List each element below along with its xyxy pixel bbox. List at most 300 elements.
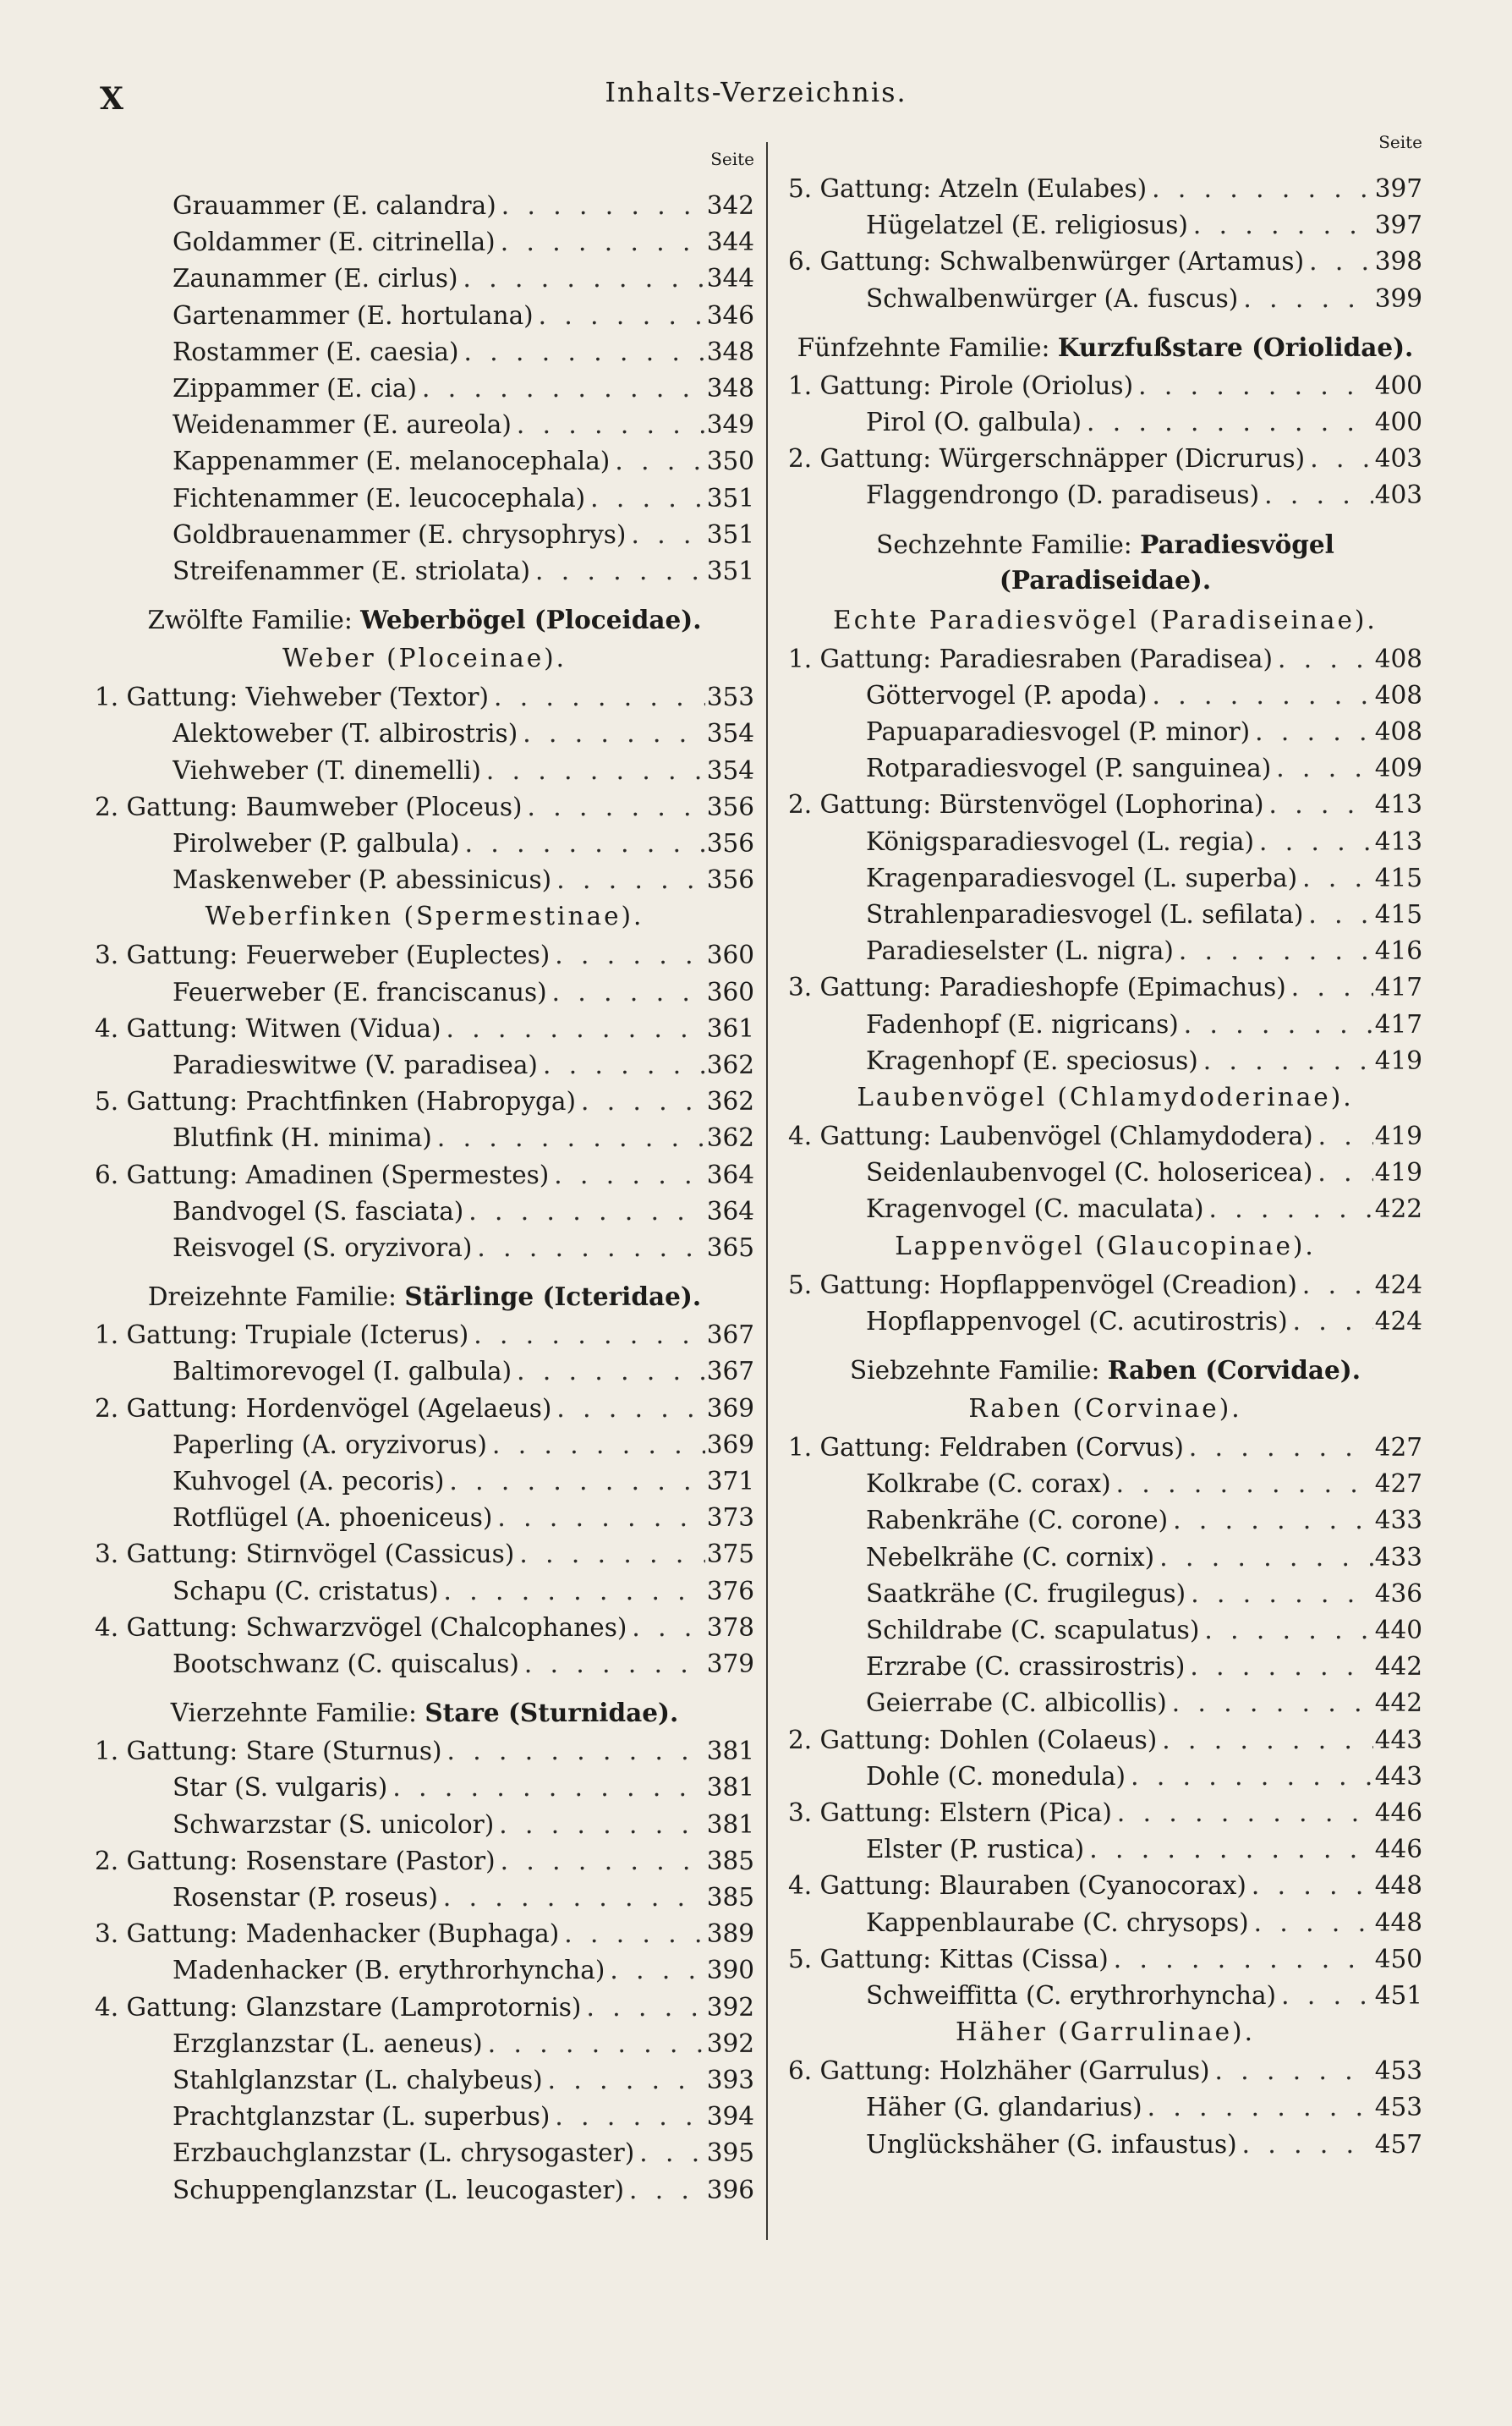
page-reference: 346 bbox=[706, 300, 754, 330]
toc-species-entry bbox=[788, 1576, 1422, 1612]
entry-title: Weidenammer (E. aureola) bbox=[173, 410, 512, 440]
page-reference: 350 bbox=[706, 447, 754, 476]
leader-dots bbox=[494, 1807, 705, 1843]
entry-title: Blutfink (H. minima) bbox=[173, 1123, 432, 1153]
entry-title: Kappenammer (E. melanocephala) bbox=[173, 447, 611, 476]
family-label: Dreizehnte Familie: bbox=[147, 1282, 405, 1312]
page-reference: 448 bbox=[1374, 1907, 1422, 1937]
toc-genus-entry bbox=[788, 1722, 1422, 1759]
page-reference: 422 bbox=[1374, 1194, 1422, 1224]
subfamily-heading: Weberfinken (Spermestinae). bbox=[205, 902, 644, 931]
toc-species-entry bbox=[95, 443, 754, 480]
toc-species-entry bbox=[95, 2135, 754, 2171]
family-name: Stare bbox=[425, 1698, 500, 1728]
entry-title: Häher (G. glandarius) bbox=[866, 2093, 1142, 2122]
toc-species-entry bbox=[95, 826, 754, 862]
page-reference: 381 bbox=[706, 1773, 754, 1803]
toc-genus-entry bbox=[788, 1795, 1422, 1831]
entry-title: Paradieselster (L. nigra) bbox=[866, 936, 1174, 966]
page-reference: 356 bbox=[706, 865, 754, 895]
family-latin-line bbox=[788, 562, 1422, 599]
page-reference: 419 bbox=[1374, 1122, 1422, 1150]
page-reference: 400 bbox=[1374, 370, 1422, 400]
page-reference: 356 bbox=[706, 792, 754, 821]
entry-title: 3. Gattung: Madenhacker (Buphaga) bbox=[95, 1919, 560, 1949]
family-name: Kurzfußstare bbox=[1057, 332, 1243, 362]
toc-species-entry bbox=[788, 1685, 1422, 1721]
page-reference: 453 bbox=[1374, 2056, 1422, 2086]
page-reference: 446 bbox=[1374, 1798, 1422, 1827]
toc-genus-entry bbox=[788, 1267, 1422, 1304]
page-reference: 348 bbox=[706, 337, 754, 366]
page-reference: 393 bbox=[706, 2066, 754, 2094]
toc-species-entry bbox=[788, 1191, 1422, 1227]
page-reference: 395 bbox=[706, 2138, 754, 2168]
entry-title: 3. Gattung: Feuerweber (Euplectes) bbox=[95, 941, 551, 970]
entry-title: Baltimorevogel (I. galbula) bbox=[173, 1357, 512, 1386]
entry-title: Rosenstar (P. roseus) bbox=[173, 1883, 438, 1912]
page-reference: 403 bbox=[1374, 480, 1422, 510]
leader-dots bbox=[492, 1500, 705, 1536]
leader-dots bbox=[1186, 1576, 1373, 1612]
page-reference: 415 bbox=[1374, 863, 1422, 892]
page-reference: 373 bbox=[706, 1503, 754, 1533]
toc-genus-entry bbox=[95, 1733, 754, 1770]
leader-dots bbox=[1167, 1685, 1373, 1721]
leader-dots bbox=[1084, 1831, 1373, 1868]
page-reference: 362 bbox=[706, 1051, 754, 1079]
leader-dots bbox=[1297, 860, 1373, 897]
entry-title: Kragenparadiesvogel (L. superba) bbox=[866, 863, 1298, 892]
entry-title: Erzbauchglanzstar (L. chrysogaster) bbox=[173, 2138, 635, 2168]
toc-species-entry bbox=[788, 207, 1422, 244]
toc-species-entry bbox=[95, 1427, 754, 1463]
leader-dots bbox=[1304, 244, 1373, 280]
entry-title: Kragenhopf (E. speciosus) bbox=[866, 1046, 1198, 1075]
toc-genus-entry bbox=[788, 171, 1422, 207]
entry-title: 3. Gattung: Stirnvögel (Cassicus) bbox=[95, 1540, 515, 1569]
entry-title: Maskenweber (P. abessinicus) bbox=[173, 865, 552, 895]
toc-species-entry bbox=[95, 2026, 754, 2062]
entry-title: Viehweber (T. dinemelli) bbox=[173, 755, 481, 785]
entry-title: 4. Gattung: Schwarzvögel (Chalcophanes) bbox=[95, 1612, 627, 1642]
subfamily-heading: Raben (Corvinae). bbox=[968, 1394, 1242, 1423]
leader-dots bbox=[481, 753, 705, 789]
page-reference: 342 bbox=[706, 191, 754, 220]
family-heading bbox=[788, 526, 1422, 563]
page-reference: 351 bbox=[706, 483, 754, 513]
toc-species-entry bbox=[95, 224, 754, 261]
page-reference: 408 bbox=[1374, 644, 1422, 673]
leader-dots bbox=[432, 1120, 705, 1156]
page-reference: 367 bbox=[706, 1357, 754, 1386]
family-name: Raben bbox=[1107, 1355, 1197, 1385]
leader-dots bbox=[1313, 1118, 1373, 1155]
page-reference: 433 bbox=[1374, 1506, 1422, 1535]
leader-dots bbox=[559, 1916, 705, 1952]
page-reference: 354 bbox=[706, 719, 754, 749]
entry-title: 5. Gattung: Kittas (Cissa) bbox=[788, 1944, 1109, 1973]
page-reference: 353 bbox=[706, 683, 754, 712]
page-reference: 413 bbox=[1374, 826, 1422, 856]
leader-dots bbox=[1133, 368, 1373, 404]
entry-title: 1. Gattung: Feldraben (Corvus) bbox=[788, 1433, 1184, 1462]
toc-species-entry bbox=[95, 1194, 754, 1230]
entry-title: Bootschwanz (C. quiscalus) bbox=[173, 1649, 519, 1678]
page-reference: 417 bbox=[1374, 973, 1422, 1002]
leader-dots bbox=[581, 1990, 705, 2026]
subfamily-heading: Lappenvögel (Glaucopinae). bbox=[895, 1231, 1316, 1260]
entry-title: Schwarzstar (S. unicolor) bbox=[173, 1809, 495, 1839]
entry-title: 3. Gattung: Elstern (Pica) bbox=[788, 1798, 1112, 1827]
entry-title: Alektoweber (T. albirostris) bbox=[173, 719, 518, 749]
toc-species-entry bbox=[95, 974, 754, 1011]
leader-dots bbox=[439, 1573, 705, 1610]
entry-title: Schwalbenwürger (A. fuscus) bbox=[866, 283, 1239, 313]
entry-title: 4. Gattung: Laubenvögel (Chlamydodera) bbox=[788, 1122, 1313, 1150]
toc-species-entry bbox=[95, 298, 754, 334]
toc-species-entry bbox=[788, 404, 1422, 441]
entry-title: Königsparadiesvogel (L. regia) bbox=[866, 826, 1254, 856]
leader-dots bbox=[1154, 1540, 1373, 1576]
toc-species-entry bbox=[788, 1304, 1422, 1340]
page-reference: 400 bbox=[1374, 408, 1422, 436]
toc-species-entry bbox=[788, 860, 1422, 897]
entry-title: Rostammer (E. caesia) bbox=[173, 337, 459, 366]
entry-title: Seidenlaubenvogel (C. holosericea) bbox=[866, 1158, 1313, 1188]
subfamily-heading: Weber (Ploceinae). bbox=[282, 644, 567, 673]
entry-title: 5. Gattung: Hopflappenvögel (Creadion) bbox=[788, 1270, 1297, 1299]
family-name: Paradiesvögel bbox=[1140, 529, 1334, 559]
toc-species-entry bbox=[788, 1007, 1422, 1043]
toc-species-entry bbox=[95, 1880, 754, 1916]
leader-dots bbox=[442, 1733, 706, 1770]
page-reference: 356 bbox=[706, 829, 754, 858]
page-reference: 440 bbox=[1374, 1616, 1422, 1644]
toc-genus-entry bbox=[95, 1157, 754, 1194]
entry-title: Kragenvogel (C. maculata) bbox=[866, 1194, 1204, 1224]
toc-species-entry bbox=[95, 2062, 754, 2099]
entry-title: Feuerweber (E. franciscanus) bbox=[173, 977, 547, 1007]
entry-title: 2. Gattung: Würgerschnäpper (Dicrurus) bbox=[788, 444, 1306, 474]
page-reference: 348 bbox=[706, 374, 754, 403]
leader-dots bbox=[1109, 1941, 1373, 1978]
page-reference: 403 bbox=[1374, 444, 1422, 474]
toc-species-entry bbox=[95, 370, 754, 407]
leader-dots bbox=[1237, 2127, 1373, 2163]
leader-dots bbox=[496, 224, 705, 261]
page-reference: 396 bbox=[706, 2175, 754, 2204]
entry-title: 3. Gattung: Paradieshopfe (Epimachus) bbox=[788, 973, 1286, 1002]
leader-dots bbox=[610, 443, 705, 480]
leader-dots bbox=[1210, 2053, 1373, 2089]
entry-title: Stahlglanzstar (L. chalybeus) bbox=[173, 2066, 543, 2094]
toc-species-entry bbox=[95, 753, 754, 789]
entry-title: Dohle (C. monedula) bbox=[866, 1761, 1126, 1791]
leader-dots bbox=[1305, 441, 1373, 477]
page-reference: 375 bbox=[706, 1540, 754, 1569]
entry-title: Rotparadiesvogel (P. sanguinea) bbox=[866, 754, 1272, 783]
leader-dots bbox=[1157, 1722, 1373, 1759]
page-reference: 436 bbox=[1374, 1578, 1422, 1608]
toc-species-entry bbox=[95, 407, 754, 443]
leader-dots bbox=[438, 1880, 705, 1916]
family-label: Fünfzehnte Familie: bbox=[797, 332, 1058, 362]
page-reference: 453 bbox=[1374, 2093, 1422, 2122]
leader-dots bbox=[1303, 897, 1373, 933]
family-heading bbox=[95, 601, 754, 639]
entry-title: Hopflappenvogel (C. acutirostris) bbox=[866, 1306, 1288, 1336]
entry-title: Goldbrauenammer (E. chrysophrys) bbox=[173, 519, 627, 549]
toc-species-entry bbox=[788, 933, 1422, 969]
leader-dots bbox=[634, 2135, 705, 2171]
toc-genus-entry bbox=[95, 1011, 754, 1047]
toc-species-entry bbox=[788, 281, 1422, 317]
entry-title: Goldammer (E. citrinella) bbox=[173, 228, 496, 257]
entry-title: 4. Gattung: Glanzstare (Lamprotornis) bbox=[95, 1992, 582, 2022]
toc-species-entry bbox=[95, 2172, 754, 2209]
entry-title: Zippammer (E. cia) bbox=[173, 374, 418, 403]
page-reference: 398 bbox=[1374, 247, 1422, 277]
subfamily-heading: Häher (Garrulinae). bbox=[956, 2017, 1255, 2047]
toc-species-entry bbox=[95, 1047, 754, 1084]
toc-species-entry bbox=[95, 553, 754, 590]
page-number: X bbox=[100, 81, 123, 117]
toc-species-entry bbox=[95, 480, 754, 517]
leader-dots bbox=[549, 1157, 705, 1194]
entry-title: Prachtglanzstar (L. superbus) bbox=[173, 2102, 551, 2132]
toc-species-entry bbox=[788, 678, 1422, 714]
toc-species-entry bbox=[95, 1463, 754, 1500]
entry-title: Paperling (A. oryzivorus) bbox=[173, 1430, 487, 1459]
family-latin: (Icteridae). bbox=[534, 1282, 702, 1312]
entry-title: 1. Gattung: Stare (Sturnus) bbox=[95, 1737, 442, 1766]
toc-genus-entry bbox=[788, 441, 1422, 477]
page-reference: 354 bbox=[706, 755, 754, 785]
leader-dots bbox=[444, 1463, 705, 1500]
leader-dots bbox=[1082, 404, 1373, 441]
leader-dots bbox=[547, 974, 705, 1011]
toc-species-entry bbox=[95, 1770, 754, 1806]
toc-genus-entry bbox=[95, 1916, 754, 1952]
leader-dots bbox=[585, 480, 705, 517]
entry-title: 1. Gattung: Paradiesraben (Paradisea) bbox=[788, 644, 1274, 673]
page-reference: 442 bbox=[1374, 1688, 1422, 1718]
family-latin: (Paradiseidae). bbox=[999, 564, 1212, 595]
leader-dots bbox=[627, 1610, 705, 1646]
entry-title: 6. Gattung: Schwalbenwürger (Artamus) bbox=[788, 247, 1305, 277]
toc-genus-entry bbox=[95, 1317, 754, 1353]
page-reference: 451 bbox=[1374, 1981, 1422, 2010]
page-reference: 443 bbox=[1374, 1725, 1422, 1754]
entry-title: Schildrabe (C. scapulatus) bbox=[866, 1616, 1200, 1644]
entry-title: Hügelatzel (E. religiosus) bbox=[866, 211, 1188, 240]
leader-dots bbox=[496, 1843, 705, 1880]
page-reference: 364 bbox=[706, 1196, 754, 1226]
page-reference: 443 bbox=[1374, 1761, 1422, 1791]
page-reference: 360 bbox=[706, 977, 754, 1007]
toc-species-entry bbox=[788, 2127, 1422, 2163]
toc-species-entry bbox=[95, 1952, 754, 1989]
entry-title: Star (S. vulgaris) bbox=[173, 1773, 388, 1803]
leader-dots bbox=[441, 1011, 705, 1047]
page-reference: 351 bbox=[706, 519, 754, 549]
page-reference: 397 bbox=[1374, 174, 1422, 203]
toc-species-entry bbox=[788, 1649, 1422, 1685]
leader-dots bbox=[624, 2172, 705, 2209]
seite-label: Seite bbox=[710, 149, 754, 169]
toc-genus-entry bbox=[788, 244, 1422, 280]
entry-title: 4. Gattung: Blauraben (Cyanocorax) bbox=[788, 1871, 1246, 1901]
entry-title: 6. Gattung: Amadinen (Spermestes) bbox=[95, 1160, 550, 1189]
family-label: Vierzehnte Familie: bbox=[170, 1699, 425, 1728]
leader-dots bbox=[1148, 678, 1373, 714]
entry-title: 2. Gattung: Hordenvögel (Agelaeus) bbox=[95, 1393, 552, 1423]
page-reference: 369 bbox=[706, 1430, 754, 1459]
leader-dots bbox=[417, 370, 705, 407]
leader-dots bbox=[1238, 281, 1373, 317]
entry-title: 2. Gattung: Baumweber (Ploceus) bbox=[95, 792, 523, 821]
entry-title: Fichtenammer (E. leucocephala) bbox=[173, 483, 586, 513]
page-reference: 408 bbox=[1374, 680, 1422, 710]
leader-dots bbox=[1273, 641, 1373, 678]
page-reference: 417 bbox=[1374, 1009, 1422, 1039]
leader-dots bbox=[489, 679, 705, 716]
leader-dots bbox=[463, 1194, 705, 1230]
family-name: Stärlinge bbox=[404, 1282, 534, 1312]
leader-dots bbox=[551, 1391, 705, 1427]
leader-dots bbox=[523, 789, 705, 826]
page-reference: 409 bbox=[1374, 754, 1422, 783]
toc-species-entry bbox=[95, 1573, 754, 1610]
entry-title: Rotflügel (A. phoeniceus) bbox=[173, 1503, 493, 1533]
toc-species-entry bbox=[788, 1155, 1422, 1191]
family-latin: (Sturnidae). bbox=[499, 1698, 679, 1728]
page-reference: 408 bbox=[1374, 717, 1422, 746]
entry-title: Erzrabe (C. crassirostris) bbox=[866, 1652, 1186, 1682]
toc-species-entry bbox=[788, 2089, 1422, 2126]
page-reference: 376 bbox=[706, 1576, 754, 1605]
toc-species-entry bbox=[788, 714, 1422, 750]
entry-title: 2. Gattung: Bürstenvögel (Lophorina) bbox=[788, 790, 1264, 820]
entry-title: Elster (P. rustica) bbox=[866, 1835, 1085, 1864]
page-reference: 433 bbox=[1374, 1542, 1422, 1572]
entry-title: Schuppenglanzstar (L. leucogaster) bbox=[173, 2175, 625, 2204]
leader-dots bbox=[550, 2099, 705, 2135]
toc-genus-entry bbox=[95, 1391, 754, 1427]
page-reference: 424 bbox=[1374, 1270, 1422, 1299]
page-reference: 371 bbox=[706, 1467, 754, 1496]
page-reference: 450 bbox=[1374, 1944, 1422, 1973]
page-reference: 364 bbox=[706, 1160, 754, 1189]
toc-species-entry bbox=[788, 477, 1422, 513]
entry-title: Kappenblaurabe (C. chrysops) bbox=[866, 1907, 1249, 1937]
toc-genus-entry bbox=[788, 368, 1422, 404]
leader-dots bbox=[1168, 1502, 1373, 1539]
toc-genus-entry bbox=[788, 1868, 1422, 1904]
toc-species-entry bbox=[95, 1230, 754, 1266]
toc-species-entry bbox=[788, 1978, 1422, 2014]
leader-dots bbox=[458, 334, 705, 370]
subfamily-heading: Laubenvögel (Chlamydoderinae). bbox=[857, 1083, 1354, 1111]
leader-dots bbox=[1199, 1612, 1373, 1649]
toc-species-entry bbox=[788, 750, 1422, 787]
toc-species-entry bbox=[95, 1646, 754, 1682]
toc-genus-entry bbox=[788, 1118, 1422, 1155]
page-reference: 381 bbox=[706, 1737, 754, 1766]
leader-dots bbox=[1198, 1043, 1373, 1079]
entry-title: Grauammer (E. calandra) bbox=[173, 191, 496, 220]
entry-title: Bandvogel (S. fasciata) bbox=[173, 1196, 464, 1226]
leader-dots bbox=[1249, 1905, 1373, 1941]
toc-species-entry bbox=[788, 824, 1422, 860]
page-reference: 424 bbox=[1374, 1306, 1422, 1336]
entry-title: Fadenhopf (E. nigricans) bbox=[866, 1009, 1179, 1039]
running-head: Inhalts-Verzeichnis. bbox=[605, 76, 907, 108]
leader-dots bbox=[483, 2026, 705, 2062]
entry-title: Gartenammer (E. hortulana) bbox=[173, 300, 534, 330]
entry-title: 6. Gattung: Holzhäher (Garrulus) bbox=[788, 2056, 1210, 2086]
leader-dots bbox=[1112, 1795, 1373, 1831]
leader-dots bbox=[530, 553, 705, 590]
leader-dots bbox=[512, 407, 705, 443]
entry-title: Strahlenparadiesvogel (L. sefilata) bbox=[866, 900, 1304, 929]
leader-dots bbox=[1264, 787, 1373, 823]
entry-title: Rabenkrähe (C. corone) bbox=[866, 1506, 1169, 1535]
leader-dots bbox=[1250, 714, 1373, 750]
page-reference: 390 bbox=[706, 1956, 754, 1985]
toc-species-entry bbox=[95, 2099, 754, 2135]
leader-dots bbox=[518, 716, 705, 752]
toc-genus-entry bbox=[95, 937, 754, 974]
toc-genus-entry bbox=[788, 641, 1422, 678]
entry-title: Unglückshäher (G. infaustus) bbox=[866, 2129, 1237, 2159]
column-divider bbox=[766, 142, 768, 2240]
toc-species-entry bbox=[95, 1353, 754, 1390]
leader-dots bbox=[1271, 750, 1373, 787]
leader-dots bbox=[1246, 1868, 1373, 1904]
toc-species-entry bbox=[788, 1466, 1422, 1502]
leader-dots bbox=[550, 937, 705, 974]
page-reference: 413 bbox=[1374, 790, 1422, 820]
toc-genus-entry bbox=[788, 787, 1422, 823]
page-reference: 427 bbox=[1374, 1469, 1422, 1499]
page-reference: 397 bbox=[1374, 211, 1422, 240]
page-reference: 415 bbox=[1374, 900, 1422, 929]
toc-genus-entry bbox=[95, 1843, 754, 1880]
page-reference: 344 bbox=[706, 228, 754, 257]
toc-species-entry bbox=[788, 1043, 1422, 1079]
leader-dots bbox=[1312, 1155, 1373, 1191]
leader-dots bbox=[512, 1353, 705, 1390]
page-reference: 344 bbox=[706, 264, 754, 294]
page-reference: 442 bbox=[1374, 1652, 1422, 1682]
entry-title: Kuhvogel (A. pecoris) bbox=[173, 1467, 445, 1496]
leader-dots bbox=[605, 1952, 705, 1989]
page-reference: 379 bbox=[706, 1649, 754, 1678]
entry-title: Nebelkrähe (C. cornix) bbox=[866, 1542, 1155, 1572]
toc-species-entry bbox=[95, 1120, 754, 1156]
page-reference: 349 bbox=[706, 410, 754, 440]
family-label: Siebzehnte Familie: bbox=[850, 1356, 1108, 1385]
page-reference: 360 bbox=[706, 941, 754, 970]
page-reference: 389 bbox=[706, 1919, 754, 1949]
family-heading bbox=[788, 329, 1422, 366]
page-reference: 427 bbox=[1374, 1433, 1422, 1462]
page-reference: 385 bbox=[706, 1883, 754, 1912]
toc-species-entry bbox=[95, 334, 754, 370]
toc-genus-entry bbox=[95, 1610, 754, 1646]
